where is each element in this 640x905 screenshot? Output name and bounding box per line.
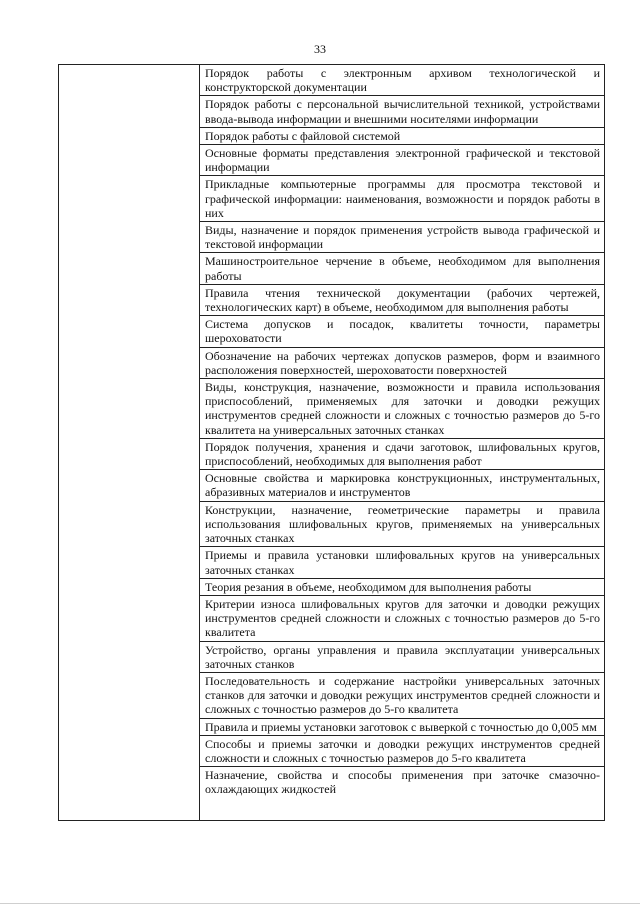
requirement-item: Обозначение на рабочих чертежах допусков размеров, форм и взаимного расположения поверхностей, шероховатости поверхностей [200, 348, 604, 379]
scan-edge-line [0, 903, 640, 904]
requirement-item: Машиностроительное черчение в объеме, необходимом для выполнения работы [200, 253, 604, 284]
requirement-item: Система допусков и посадок, квалитеты точности, параметры шероховатости [200, 316, 604, 347]
requirements-table [58, 64, 605, 821]
requirement-item: Приемы и правила установки шлифовальных кругов на универсальных заточных станках [200, 547, 604, 578]
requirement-item: Основные свойства и маркировка конструкционных, инструментальных, абразивных материалов и инструментов [200, 470, 604, 501]
requirement-item: Теория резания в объеме, необходимом для выполнения работы [200, 579, 604, 596]
table-right-cell [200, 65, 605, 821]
requirement-item: Виды, конструкция, назначение, возможности и правила использования приспособлений, применяемых для заточки и доводки режущих инструментов средней сложности и сложных с точностью размеров до 5-го квалитета на универсальных заточных станках [200, 379, 604, 439]
requirement-item: Порядок работы с персональной вычислительной техникой, устройствами ввода-вывода информации и внешними носителями информации [200, 96, 604, 127]
requirement-item: Последовательность и содержание настройки универсальных заточных станков для заточки и доводки режущих инструментов средней сложности и сложных с точностью размеров до 5-го квалитета [200, 673, 604, 719]
requirement-item: Устройство, органы управления и правила эксплуатации универсальных заточных станков [200, 642, 604, 673]
requirement-item: Правила и приемы установки заготовок с выверкой с точностью до 0,005 мм [200, 719, 604, 736]
table-row [59, 65, 605, 821]
requirement-item: Порядок работы с электронным архивом технологической и конструкторской документации [200, 65, 604, 96]
requirement-item: Порядок получения, хранения и сдачи заготовок, шлифовальных кругов, приспособлений, необходимых для выполнения работ [200, 439, 604, 470]
requirement-item: Критерии износа шлифовальных кругов для заточки и доводки режущих инструментов средней сложности и сложных с точностью размеров до 5-го квалитета [200, 596, 604, 642]
requirement-item: Порядок работы с файловой системой [200, 128, 604, 145]
page-number: 33 [314, 42, 326, 56]
requirement-item: Виды, назначение и порядок применения устройств вывода графической и текстовой информации [200, 222, 604, 253]
requirement-item: Прикладные компьютерные программы для просмотра текстовой и графической информации: наименования, возможности и порядок работы в них [200, 176, 604, 222]
requirement-item: Конструкции, назначение, геометрические параметры и правила использования шлифовальных кругов, применяемых на универсальных заточных станках [200, 502, 604, 548]
requirement-item: Основные форматы представления электронной графической и текстовой информации [200, 145, 604, 176]
table-left-cell [59, 65, 200, 821]
requirement-item: Правила чтения технической документации (рабочих чертежей, технологических карт) в объеме, необходимом для выполнения работы [200, 285, 604, 316]
requirement-item: Назначение, свойства и способы применения при заточке смазочно-охлаждающих жидкостей [205, 768, 600, 797]
requirement-item: Способы и приемы заточки и доводки режущих инструментов средней сложности и сложных с точностью размеров до 5-го квалитета [200, 736, 604, 767]
